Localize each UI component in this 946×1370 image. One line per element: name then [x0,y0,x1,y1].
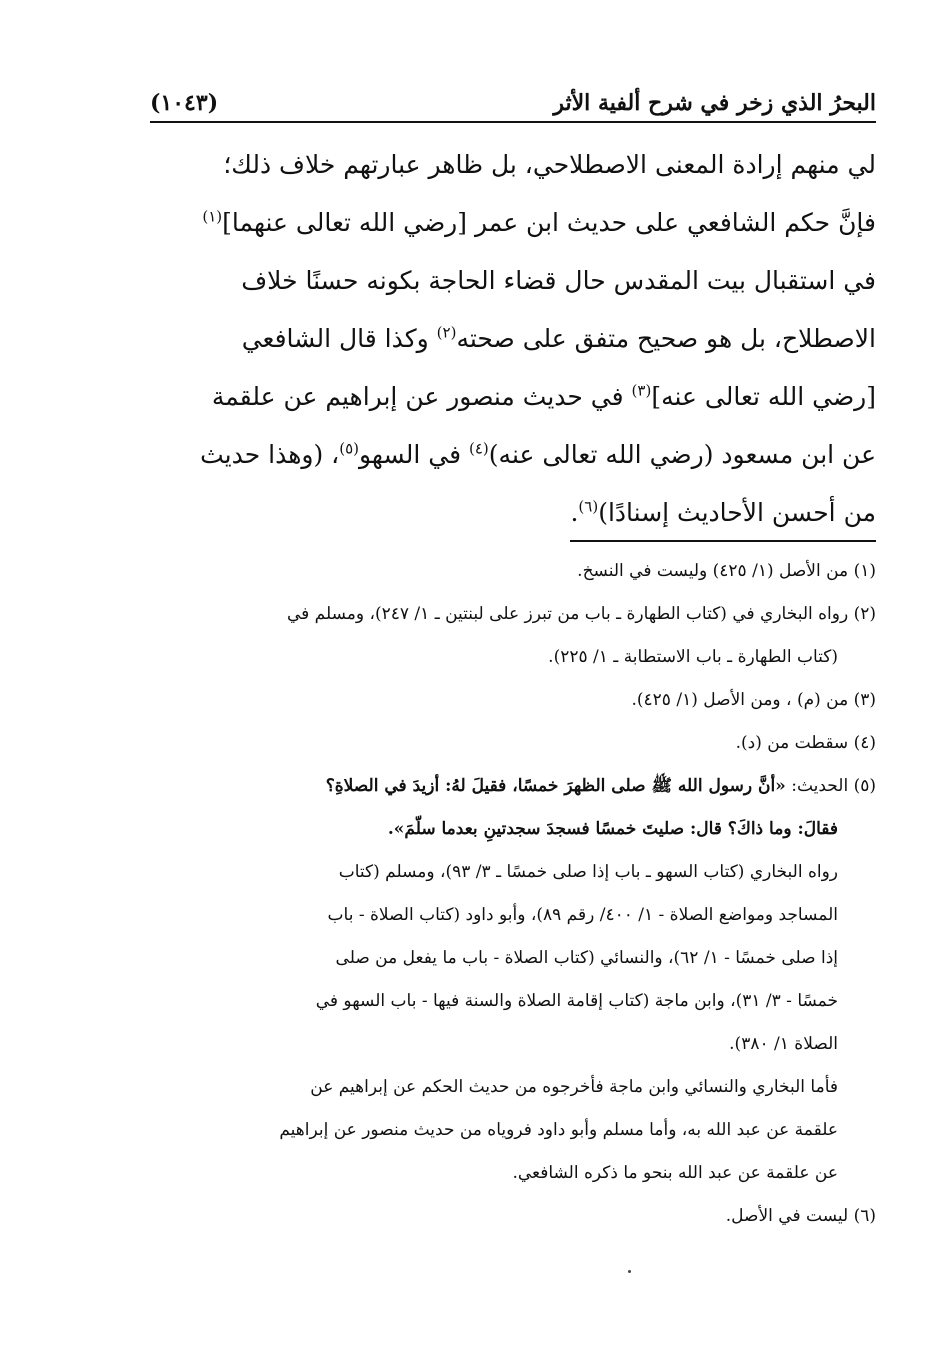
footnote-separator [570,540,876,542]
footnote-2-cont: (كتاب الطهارة ـ باب الاستطابة ـ ١/ ٢٢٥). [548,647,838,667]
footnote-mark: (٣) [631,381,652,400]
footnote-mark: (١) [202,207,223,226]
main-line: في استقبال بيت المقدس حال قضاء الحاجة بكونه حسنًا خلاف [241,266,876,295]
running-header [150,76,876,116]
footnote-3: (٣) من (م) ، ومن الأصل (١/ ٤٢٥). [631,690,876,710]
footnote-4: (٤) سقطت من (د). [735,733,876,753]
footnote-5-line: علقمة عن عبد الله به، وأما مسلم وأبو داود فروياه من حديث منصور عن إبراهيم [279,1120,838,1140]
hadith-text-cont: فقالَ: وما ذاكَ؟ قال: صليتَ خمسًا فسجدَ سجدتينِ بعدما سلّمَ». [387,819,838,839]
main-line: لي منهم إرادة المعنى الاصطلاحي، بل ظاهر عبارتهم خلاف ذلك؛ [223,150,876,179]
main-text [152,136,876,542]
footnote-5-line: خمسًا - ٣/ ٣١)، وابن ماجة (كتاب إقامة الصلاة والسنة فيها - باب السهو في [315,991,838,1011]
main-line: الاصطلاح، بل هو صحيح متفق على صحته$^{(٢)}$ وكذا قال الشافعي [241,323,876,353]
running-title: البحرُ الذي زخر في شرح ألفية الأثر [553,90,876,116]
hadith-text: «أنَّ رسول الله ﷺ صلى الظهرَ خمسًا، فقيلَ لهُ: أزيدَ في الصلاةِ؟ [325,776,786,796]
footnote-6: (٦) ليست في الأصل. [725,1206,876,1226]
main-line: [رضي الله تعالى عنه]$^{(٣)}$ في حديث منصور عن إبراهيم عن علقمة [211,381,876,411]
footnote-5-line: فأما البخاري والنسائي وابن ماجة فأخرجوه من حديث الحكم عن إبراهيم عن [310,1077,838,1097]
footnote-5-line: عن علقمة عن عبد الله بنحو ما ذكره الشافعي. [512,1163,838,1183]
main-line: من أحسن الأحاديث إسنادًا)$^{(٦)}$. [570,497,876,527]
footnote-mark: (٦) [578,497,599,516]
footnote-5-line: إذا صلى خمسًا - ١/ ٦٢)، والنسائي (كتاب الصلاة - باب ما يفعل من صلى [335,948,838,968]
main-line: فإنَّ حكم الشافعي على حديث ابن عمر [رضي الله تعالى عنهما]$^{(١)}$ [202,207,876,237]
footnote-5-line: الصلاة ١/ ٣٨٠). [729,1034,838,1054]
footnote-5-line: رواه البخاري (كتاب السهو ـ باب إذا صلى خمسًا ـ ٣/ ٩٣)، ومسلم (كتاب [338,862,838,882]
header-rule [150,121,876,123]
main-line: عن ابن مسعود (رضي الله تعالى عنه)$^{(٤)}$ في السهو$^{(٥)}$، (وهذا حديث [200,439,876,469]
footnotes [152,550,876,1238]
speck [628,1270,631,1273]
footnote-1: (١) من الأصل (١/ ٤٢٥) وليست في النسخ. [577,561,876,581]
footnote-2: (٢) رواه البخاري في (كتاب الطهارة ـ باب من تبرز على لبنتين ـ ١/ ٢٤٧)، ومسلم في [286,604,876,624]
footnote-mark: (٢) [436,323,457,342]
footnote-5-line: المساجد ومواضع الصلاة - ١/ ٤٠٠/ رقم ٨٩)، وأبو داود (كتاب الصلاة - باب [327,905,838,925]
page-number: (١٠٤٣) [150,90,219,116]
footnote-5: (٥) الحديث: «أنَّ رسول الله ﷺ صلى الظهرَ خمسًا، فقيلَ لهُ: أزيدَ في الصلاةِ؟ [325,776,876,796]
footnote-mark: (٥) [339,439,359,458]
footnote-mark: (٤) [469,439,489,458]
